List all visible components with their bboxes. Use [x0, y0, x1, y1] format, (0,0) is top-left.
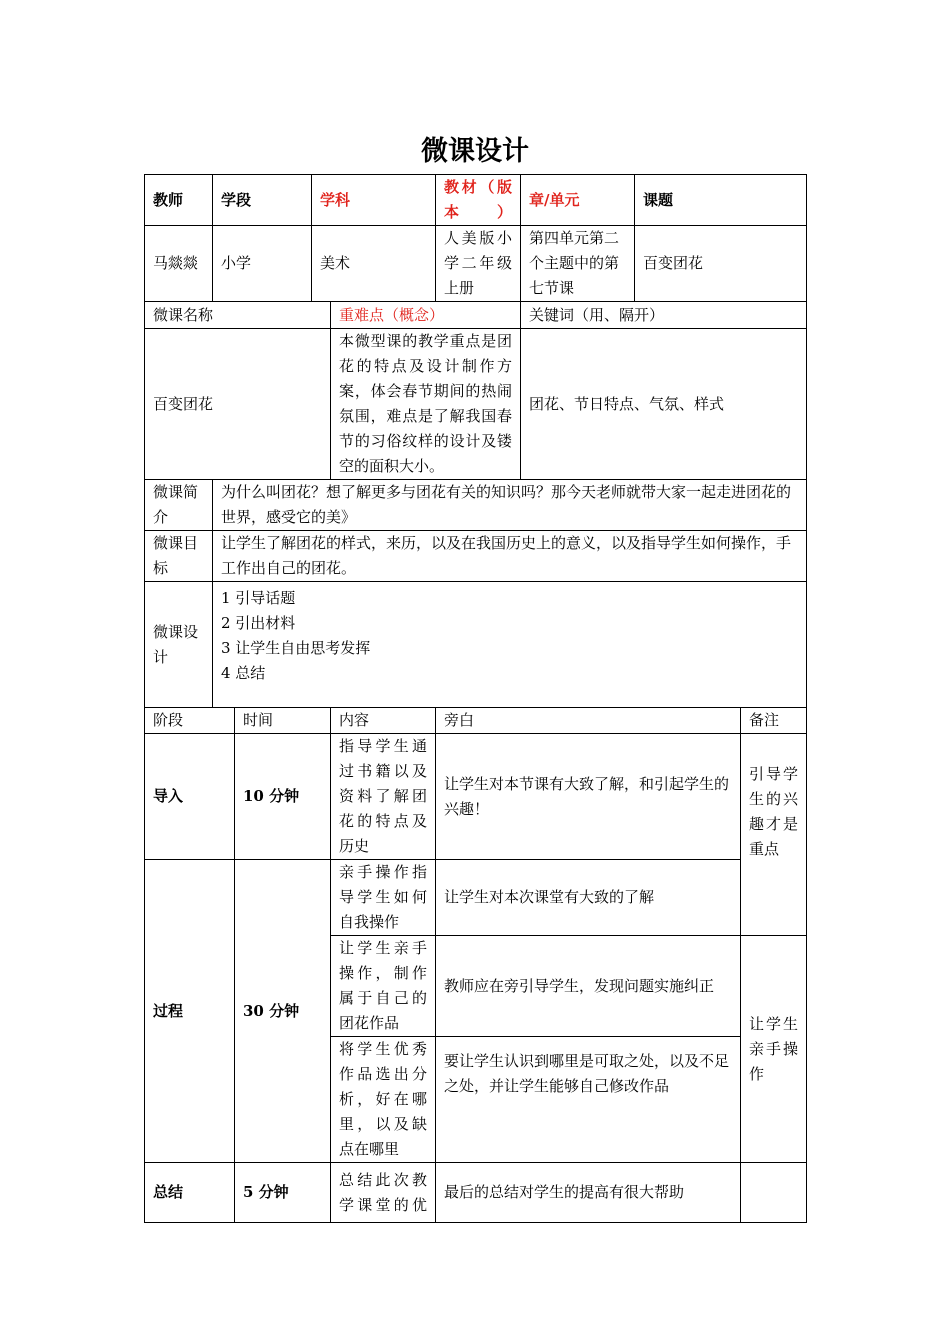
- page-title: 微课设计: [421, 136, 529, 167]
- time-intro: 10 分钟: [235, 734, 331, 860]
- lesson-name-label: 微课名称: [145, 302, 331, 329]
- chapter-value: 第四单元第二个主题中的第七节课: [521, 226, 635, 302]
- goal-label: 微课目标: [145, 531, 213, 582]
- design-list: [213, 582, 807, 708]
- narration-process-2: 教师应在旁引导学生，发现问题实施纠正: [436, 936, 741, 1037]
- stage-value: 小学: [213, 226, 312, 302]
- lesson-name-value: 百变团花: [145, 329, 331, 480]
- goal-text: 让学生了解团花的样式，来历，以及在我国历史上的意义，以及指导学生如何操作，手工作出自己的团花。: [213, 531, 807, 582]
- design-item: 4 总结: [221, 664, 266, 682]
- col-header-time: 时间: [235, 708, 331, 734]
- col-header-stage: 阶段: [145, 708, 235, 734]
- teacher-label: 教师: [145, 175, 213, 226]
- chapter-label: 章/单元: [521, 175, 635, 226]
- note-intro: 引导学生的兴趣才是重点: [741, 734, 807, 936]
- keywords-value: 团花、节日特点、气氛、样式: [521, 329, 807, 480]
- textbook-value: 人美版小学二年级上册: [436, 226, 521, 302]
- subject-value: 美术: [312, 226, 436, 302]
- col-header-note: 备注: [741, 708, 807, 734]
- content-process-2: 让学生亲手操作，制作属于自己的团花作品: [331, 936, 436, 1037]
- intro-text: 为什么叫团花？想了解更多与团花有关的知识吗？那今天老师就带大家一起走进团花的世界，感受它的美》: [213, 480, 807, 531]
- stage-intro: 导入: [145, 734, 235, 860]
- narration-summary: 最后的总结对学生的提高有很大帮助: [436, 1163, 741, 1223]
- col-header-content: 内容: [331, 708, 436, 734]
- topic-value: 百变团花: [635, 226, 807, 302]
- content-process-3: 将学生优秀作品选出分析，好在哪里，以及缺点在哪里: [331, 1037, 436, 1163]
- textbook-label: 教材（版本）: [436, 175, 521, 226]
- note-process: 让学生亲手操作: [741, 936, 807, 1163]
- narration-process-1: 让学生对本次课堂有大致的了解: [436, 860, 741, 936]
- subject-label: 学科: [312, 175, 436, 226]
- key-points-value: 本微型课的教学重点是团花的特点及设计制作方案，体会春节期间的热闹氛围，难点是了解我国春节的习俗纹样的设计及镂空的面积大小。: [331, 329, 521, 480]
- stage-summary: 总结: [145, 1163, 235, 1223]
- note-summary: [741, 1163, 807, 1223]
- topic-label: 课题: [635, 175, 807, 226]
- intro-label: 微课简介: [145, 480, 213, 531]
- design-label: 微课设计: [145, 582, 213, 708]
- stage-label: 学段: [213, 175, 312, 226]
- content-summary: 总结此次教学课堂的优: [331, 1163, 436, 1223]
- col-header-narration: 旁白: [436, 708, 741, 734]
- design-item: 3 让学生自由思考发挥: [221, 639, 371, 657]
- content-intro: 指导学生通过书籍以及资料了解团花的特点及历史: [331, 734, 436, 860]
- key-points-label: 重难点（概念）: [331, 302, 521, 329]
- content-process-1: 亲手操作指导学生如何自我操作: [331, 860, 436, 936]
- stage-process: 过程: [145, 860, 235, 1163]
- time-process: 30 分钟: [235, 860, 331, 1163]
- narration-process-3: 要让学生认识到哪里是可取之处，以及不足之处，并让学生能够自己修改作品: [436, 1037, 741, 1163]
- time-summary: 5 分钟: [235, 1163, 331, 1223]
- micro-lesson-table: [144, 174, 807, 1223]
- design-item: 2 引出材料: [221, 614, 296, 632]
- keywords-label: 关键词（用、隔开）: [521, 302, 807, 329]
- teacher-value: 马燚燚: [145, 226, 213, 302]
- narration-intro: 让学生对本节课有大致了解，和引起学生的兴趣！: [436, 734, 741, 860]
- design-item: 1 引导话题: [221, 589, 296, 607]
